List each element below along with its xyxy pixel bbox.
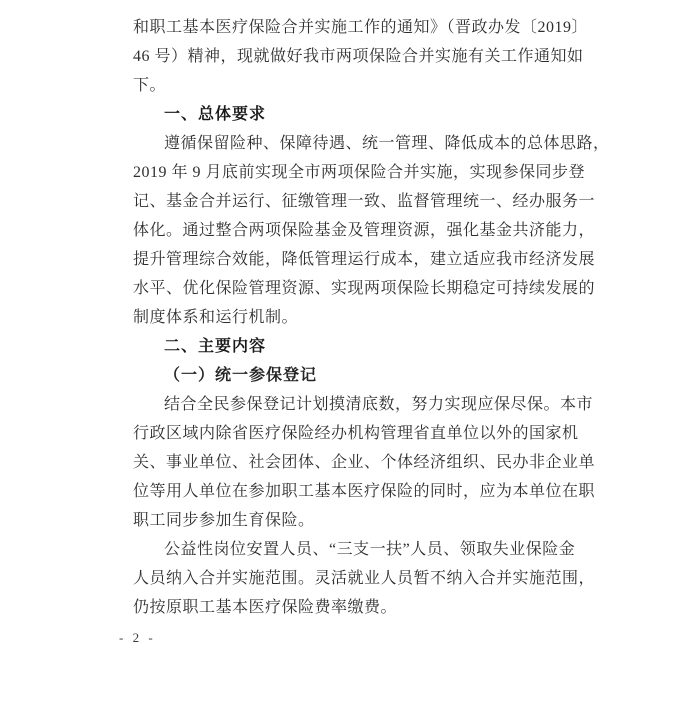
section-heading: 二、主要内容	[164, 338, 267, 355]
body-text-line: 公益性岗位安置人员、“三支一扶”人员、领取失业保险金	[164, 541, 576, 558]
section-heading: 一、总体要求	[164, 106, 267, 123]
subsection-heading: （一）统一参保登记	[164, 367, 318, 384]
body-text-line: 46 号）精神，现就做好我市两项保险合并实施有关工作通知如	[133, 48, 584, 65]
body-text-line: 仍按原职工基本医疗保险费率缴费。	[133, 599, 398, 616]
body-text-line: 2019 年 9 月底前实现全市两项保险合并实施，实现参保同步登	[133, 164, 586, 181]
body-text-line: 体化。通过整合两项保险基金及管理资源，强化基金共济能力，	[133, 222, 596, 239]
body-text-line: 结合全民参保登记计划摸清底数，努力实现应保尽保。本市	[164, 396, 594, 413]
page-number: - 2 -	[119, 630, 156, 645]
body-text-line: 和职工基本医疗保险合并实施工作的通知》（晋政办发〔2019〕	[133, 19, 589, 36]
body-text-line: 下。	[133, 77, 167, 94]
body-text-line: 人员纳入合并实施范围。灵活就业人员暂不纳入合并实施范围，	[133, 570, 596, 587]
body-text-line: 水平、优化保险管理资源、实现两项保险长期稳定可持续发展的	[133, 280, 596, 297]
body-text-line: 遵循保留险种、保障待遇、统一管理、降低成本的总体思路，	[164, 135, 610, 152]
body-text-line: 制度体系和运行机制。	[133, 309, 299, 326]
document-content	[133, 13, 610, 622]
body-text-line: 位等用人单位在参加职工基本医疗保险的同时，应为本单位在职	[133, 483, 596, 500]
body-text-line: 记、基金合并运行、征缴管理一致、监督管理统一、经办服务一	[133, 193, 596, 210]
body-text-line: 职工同步参加生育保险。	[133, 512, 315, 529]
body-text-line: 行政区域内除省医疗保险经办机构管理省直单位以外的国家机	[133, 425, 579, 442]
body-text-line: 关、事业单位、社会团体、企业、个体经济组织、民办非企业单	[133, 454, 596, 471]
body-text-line: 提升管理综合效能，降低管理运行成本，建立适应我市经济发展	[133, 251, 596, 268]
